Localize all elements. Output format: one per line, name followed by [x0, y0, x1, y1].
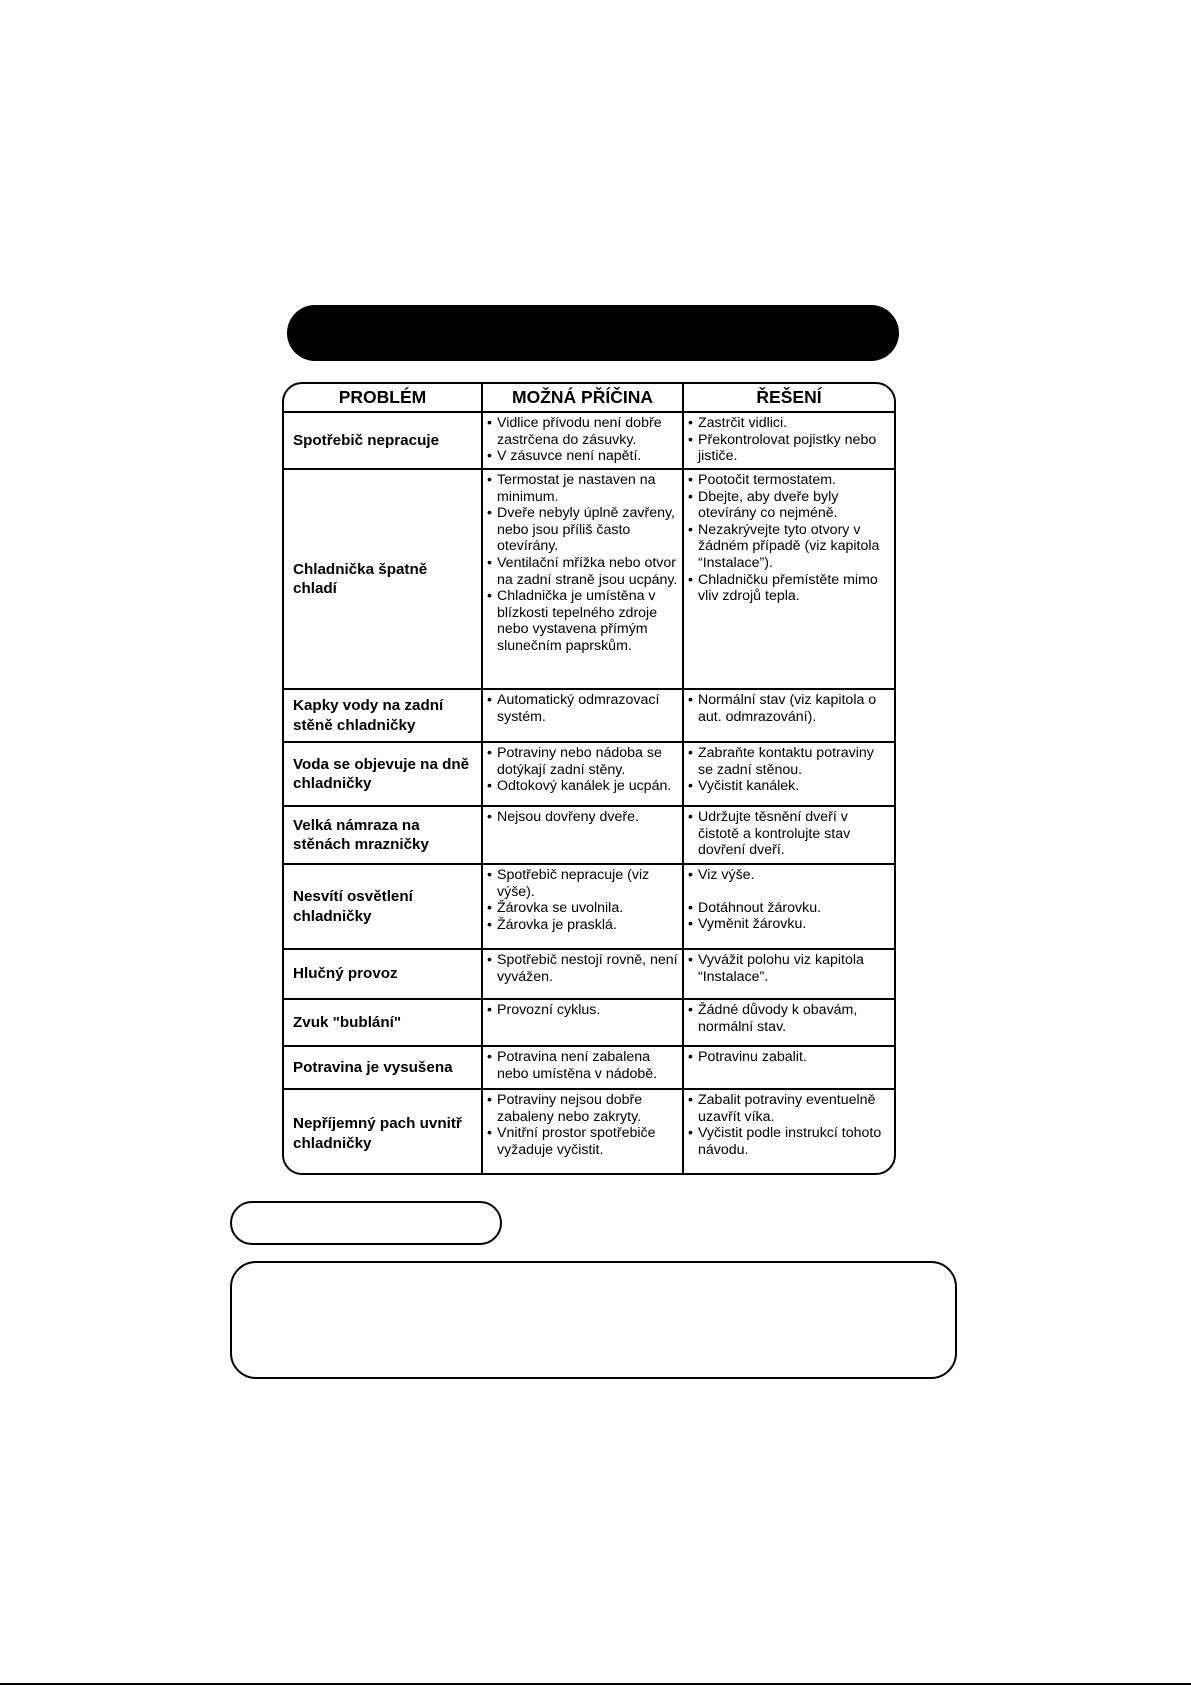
solution-cell	[683, 469, 894, 689]
solution-item: • Dbejte, aby dveře byly otevírány co nejméně.	[688, 489, 890, 522]
problem-cell: Hlučný provoz	[284, 949, 482, 999]
note-content-box	[230, 1261, 957, 1379]
problem-cell: Potravina je vysušena	[284, 1046, 482, 1089]
problem-cell: Zvuk "bublání"	[284, 999, 482, 1046]
table-row	[284, 999, 894, 1046]
cause-item: • Ventilační mřížka nebo otvor na zadní straně jsou ucpány.	[487, 555, 678, 588]
solution-item: • Žádné důvody k obavám, normální stav.	[688, 1002, 890, 1035]
table-row	[284, 949, 894, 999]
solution-item: • Pootočit termostatem.	[688, 472, 890, 489]
troubleshooting-table	[282, 382, 896, 1175]
cause-item: • Nejsou dovřeny dveře.	[487, 809, 678, 826]
problem-cell: Kapky vody na zadní stěně chladničky	[284, 689, 482, 742]
cause-item: • Dveře nebyly úplně zavřeny, nebo jsou příliš často otevírány.	[487, 505, 678, 555]
cause-item: • Vidlice přívodu není dobře zastrčena do zásuvky.	[487, 415, 678, 448]
cause-item: • Potraviny nejsou dobře zabaleny nebo zakryty.	[487, 1092, 678, 1125]
solution-item: • Zastrčit vidlici.	[688, 415, 890, 432]
cause-cell	[482, 949, 683, 999]
table-header-row	[284, 384, 894, 412]
table-row	[284, 806, 894, 864]
cause-item: • Provozní cyklus.	[487, 1002, 678, 1019]
table-row	[284, 864, 894, 949]
note-heading-box	[230, 1201, 502, 1245]
cause-item: • Spotřebič nestojí rovně, není vyvážen.	[487, 952, 678, 985]
solution-item: • Vyměnit žárovku.	[688, 916, 890, 933]
solution-item: • Chladničku přemístěte mimo vliv zdrojů tepla.	[688, 572, 890, 605]
cause-item: • Vnitřní prostor spotřebiče vyžaduje vyčistit.	[487, 1125, 678, 1158]
cause-item: • V zásuvce není napětí.	[487, 448, 678, 465]
solution-item: • Potravinu zabalit.	[688, 1049, 890, 1066]
solution-item: • Zabalit potraviny eventuelně uzavřít víka.	[688, 1092, 890, 1125]
cause-cell	[482, 742, 683, 806]
cause-cell	[482, 1046, 683, 1089]
cause-item: • Potraviny nebo nádoba se dotýkají zadní stěny.	[487, 745, 678, 778]
solution-item: • Vyčistit podle instrukcí tohoto návodu.	[688, 1125, 890, 1158]
solution-cell	[683, 999, 894, 1046]
solution-cell	[683, 864, 894, 949]
solution-item: • Překontrolovat pojistky nebo jističe.	[688, 432, 890, 465]
solution-item: • Viz výše.	[688, 867, 890, 884]
cause-item: • Potravina není zabalena nebo umístěna v nádobě.	[487, 1049, 678, 1082]
solution-item: • Udržujte těsnění dveří v čistotě a kontrolujte stav dovření dveří.	[688, 809, 890, 859]
cause-cell	[482, 864, 683, 949]
cause-cell	[482, 806, 683, 864]
cause-item: • Chladnička je umístěna v blízkosti tepelného zdroje nebo vystavena přímým slunečním paprskům.	[487, 588, 678, 654]
solution-item: • Nezakrývejte tyto otvory v žádném případě (viz kapitola “Instalace”).	[688, 522, 890, 572]
table-row	[284, 742, 894, 806]
cause-item: • Žárovka se uvolnila.	[487, 900, 678, 917]
solution-cell	[683, 806, 894, 864]
problem-cell: Nepříjemný pach uvnitř chladničky	[284, 1089, 482, 1175]
header-problem: PROBLÉM	[284, 384, 482, 412]
cause-item: • Odtokový kanálek je ucpán.	[487, 778, 678, 795]
problem-cell: Velká námraza na stěnách mrazničky	[284, 806, 482, 864]
solution-cell	[683, 949, 894, 999]
header-solution: ŘEŠENÍ	[683, 384, 894, 412]
section-title-bar	[287, 305, 899, 361]
problem-cell: Nesvítí osvětlení chladničky	[284, 864, 482, 949]
solution-item: • Normální stav (viz kapitola o aut. odmrazování).	[688, 692, 890, 725]
solution-cell	[683, 412, 894, 469]
solution-item: • Dotáhnout žárovku.	[688, 900, 890, 917]
cause-cell	[482, 999, 683, 1046]
table-row	[284, 469, 894, 689]
table-row	[284, 689, 894, 742]
solution-cell	[683, 1089, 894, 1175]
cause-item: • Automatický odmrazovací systém.	[487, 692, 678, 725]
cause-cell	[482, 1089, 683, 1175]
table-row	[284, 1089, 894, 1175]
table-row	[284, 1046, 894, 1089]
cause-item: • Termostat je nastaven na minimum.	[487, 472, 678, 505]
solution-item: • Vyvážit polohu viz kapitola “Instalace”.	[688, 952, 890, 985]
cause-item: • Žárovka je prasklá.	[487, 917, 678, 934]
table-row	[284, 412, 894, 469]
problem-cell: Chladnička špatně chladí	[284, 469, 482, 689]
cause-cell	[482, 412, 683, 469]
header-cause: MOŽNÁ PŘÍČINA	[482, 384, 683, 412]
problem-cell: Voda se objevuje na dně chladničky	[284, 742, 482, 806]
problem-cell: Spotřebič nepracuje	[284, 412, 482, 469]
solution-cell	[683, 1046, 894, 1089]
solution-item: • Vyčistit kanálek.	[688, 778, 890, 795]
cause-item: • Spotřebič nepracuje (viz výše).	[487, 867, 678, 900]
solution-cell	[683, 689, 894, 742]
solution-item: • Zabraňte kontaktu potraviny se zadní stěnou.	[688, 745, 890, 778]
solution-cell	[683, 742, 894, 806]
cause-cell	[482, 689, 683, 742]
cause-cell	[482, 469, 683, 689]
